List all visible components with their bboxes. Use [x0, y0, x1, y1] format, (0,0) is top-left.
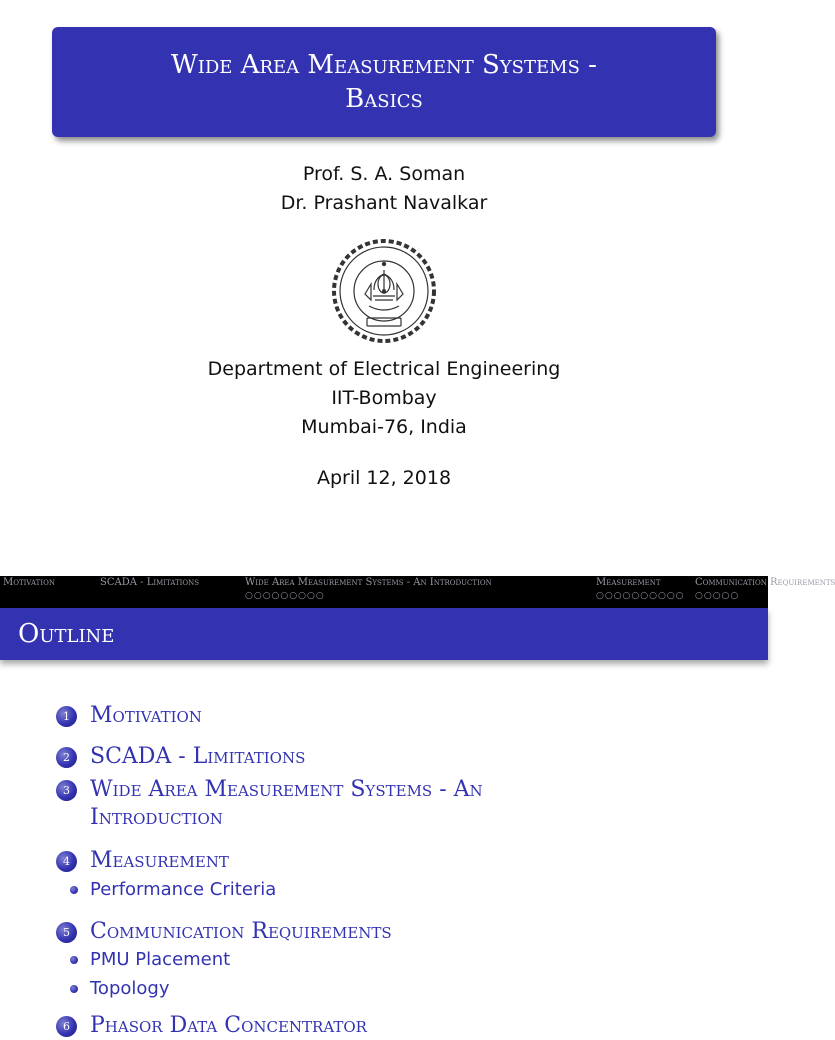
institute: IIT-Bombay: [331, 387, 437, 409]
bullet-icon: [70, 956, 78, 964]
title-line-2: Basics: [345, 84, 423, 114]
toc-number-badge: 6: [56, 1016, 77, 1037]
toc-number-badge: 3: [56, 780, 77, 801]
toc-label: SCADA - Limitations: [90, 744, 306, 769]
frame-title-bar: [0, 608, 768, 660]
toc-number-badge: 1: [56, 706, 77, 727]
department: Department of Electrical Engineering: [207, 358, 561, 380]
author-2: Dr. Prashant Navalkar: [280, 192, 488, 214]
toc-label: Communication Requirements: [90, 919, 392, 944]
navigation-bar: [0, 576, 835, 608]
toc-label: Motivation: [90, 703, 202, 728]
toc-subitem-performance[interactable]: [90, 878, 276, 902]
frame-title: Outline: [18, 619, 115, 649]
toc-label: Measurement: [90, 848, 229, 873]
nav-section-measurement[interactable]: Measurement: [596, 577, 661, 588]
toc-subitem-label: PMU Placement: [90, 949, 231, 970]
toc-number-badge: 2: [56, 747, 77, 768]
toc-subitem-label: Topology: [90, 978, 170, 999]
title-line-1: Wide Area Measurement Systems -: [171, 50, 597, 80]
outline-slide: [0, 576, 835, 1038]
bullet-icon: [70, 886, 78, 894]
date: April 12, 2018: [316, 467, 452, 489]
bullet-icon: [70, 985, 78, 993]
nav-dots-wams[interactable]: ○○○○○○○○○: [245, 591, 325, 601]
toc-label: Wide Area Measurement Systems - An Introduction: [90, 777, 483, 830]
nav-section-scada[interactable]: SCADA - Limitations: [100, 577, 200, 588]
toc-subitem-pmu-placement[interactable]: [90, 948, 230, 972]
toc-label: Phasor Data Concentrator: [90, 1013, 367, 1038]
toc-number-badge: 4: [56, 851, 77, 872]
authors: [0, 160, 768, 218]
title-box: [52, 27, 716, 137]
toc-subitem-label: Performance Criteria: [90, 879, 277, 900]
nav-section-motivation[interactable]: Motivation: [3, 577, 55, 588]
city: Mumbai-76, India: [301, 416, 467, 438]
nav-dots-communication[interactable]: ○○○○○: [695, 591, 740, 601]
affiliation: [0, 355, 768, 442]
toc-number-badge: 5: [56, 922, 77, 943]
nav-section-wams[interactable]: Wide Area Measurement Systems - An Introduction: [245, 577, 492, 588]
nav-section-communication[interactable]: Communication Requirements: [695, 577, 835, 588]
iit-bombay-logo: [327, 234, 441, 348]
author-1: Prof. S. A. Soman: [302, 163, 466, 185]
nav-dots-measurement[interactable]: ○○○○○○○○○○: [596, 591, 685, 601]
toc-subitem-topology[interactable]: [90, 977, 169, 1001]
